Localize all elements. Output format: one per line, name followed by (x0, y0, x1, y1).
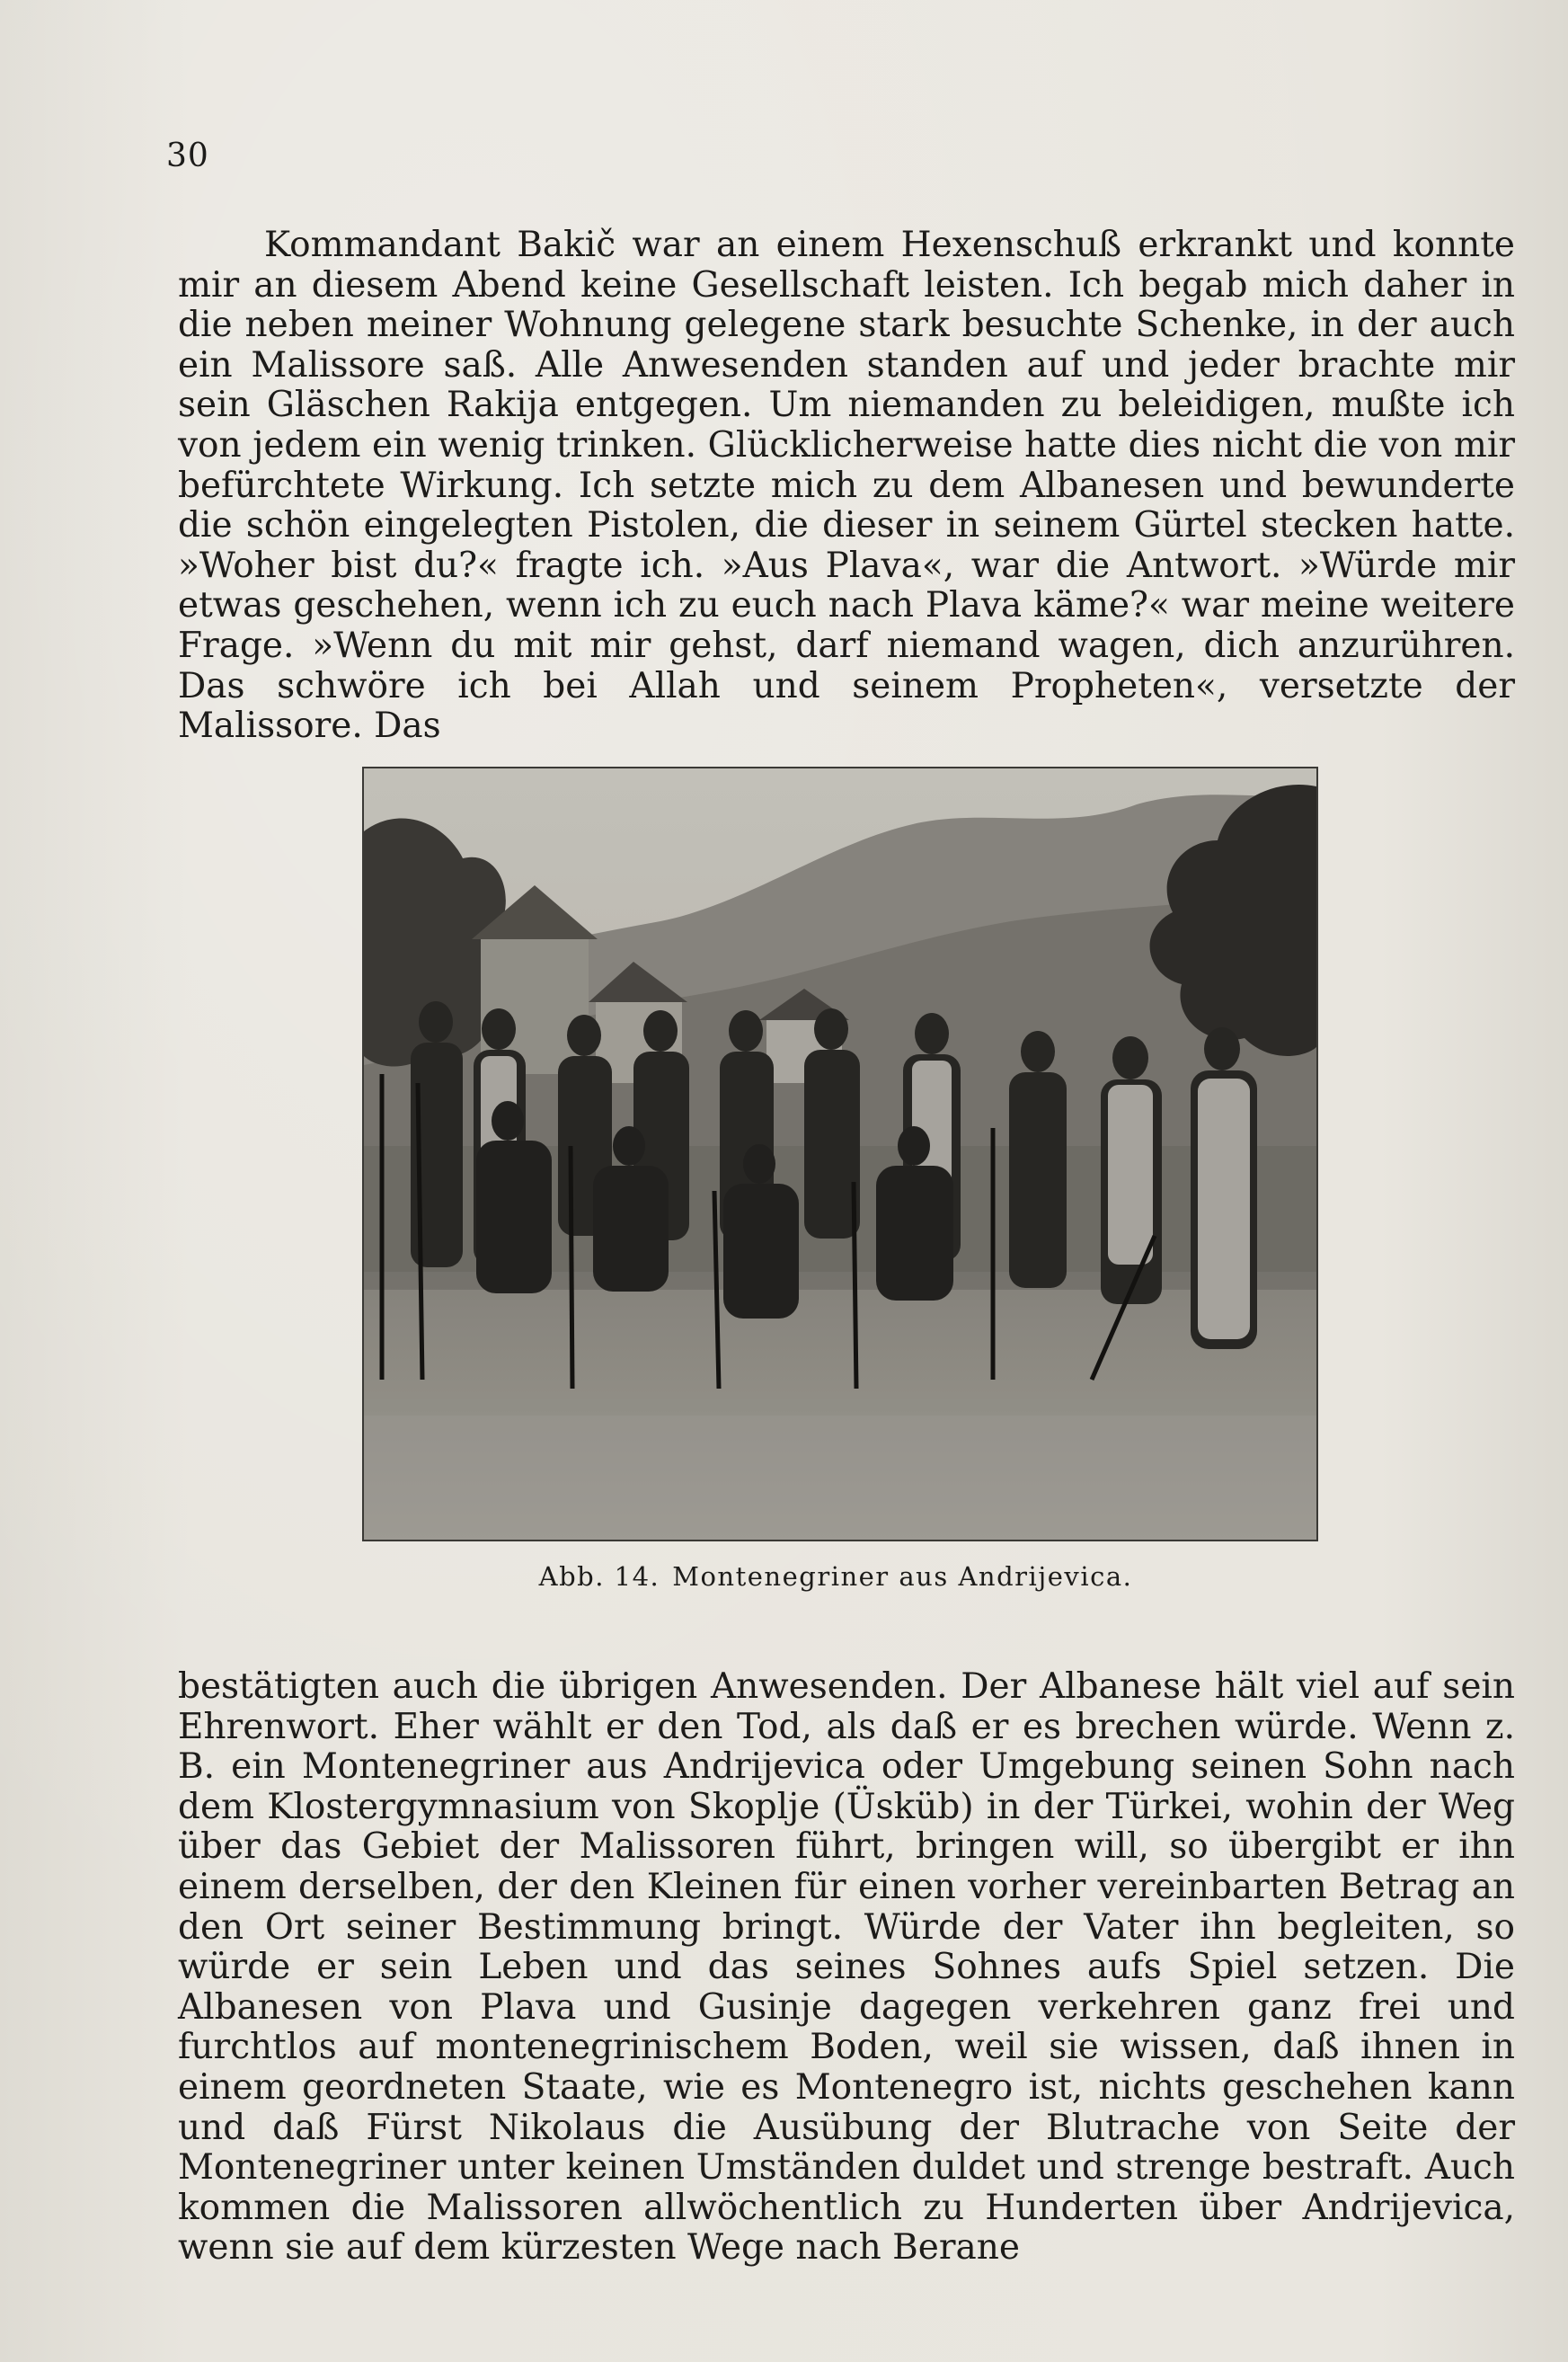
figure-caption-text: Montenegriner aus Andrijevica. (672, 1561, 1133, 1592)
paragraph-bottom: bestätigten auch die übrigen Anwesenden. Der Albanese hält viel auf sein Ehrenwort. Eher wählt er den Tod, als daß er es brechen würde. Wenn z. B. ein Montenegriner aus Andrijevica oder Umgebung seinen Sohn nach dem Klostergymnasium von Skoplje (Üsküb) in der Türkei, wohin der Weg über das Gebiet der Malissoren führt, bringen will, so übergibt er ihn einem derselben, der den Kleinen für einen vorher vereinbarten Betrag an den Ort seiner Bestimmung bringt. Würde der Vater ihn begleiten, so würde er sein Leben und das seines Sohnes aufs Spiel setzen. Die Albanesen von Plava und Gusinje dagegen verkehren ganz frei und furchtlos auf montenegrinischem Boden, weil sie wissen, daß ihnen in einem geordneten Staate, wie es Montenegro ist, nichts geschehen kann und daß Fürst Nikolaus die Ausübung der Blutrache von Seite der Montenegriner unter keinen Umständen duldet und strenge bestraft. Auch kommen die Malissoren allwöchentlich zu Hunderten über Andrijevica, wenn sie auf dem kürzesten Wege nach Berane (178, 1666, 1515, 2269)
figure-label: Abb. 14. (538, 1561, 660, 1592)
group-photo-illustration (364, 768, 1316, 1540)
figure-caption (467, 1561, 1204, 1592)
figure-photo (364, 768, 1316, 1540)
page-number: 30 (166, 138, 209, 174)
text-block-top (178, 226, 1515, 747)
paragraph-top: Kommandant Bakič war an einem Hexenschuß erkrankt und konnte mir an diesem Abend keine Gesellschaft leisten. Ich begab mich daher in die neben meiner Wohnung gelegene stark besuchte Schenke, in der auch ein Malissore saß. Alle Anwesenden standen auf und jeder brachte mir sein Gläschen Rakija entgegen. Um niemanden zu beleidigen, mußte ich von jedem ein wenig trinken. Glücklicherweise hatte dies nicht die von mir befürchtete Wirkung. Ich setzte mich zu dem Albanesen und bewunderte die schön eingelegten Pistolen, die dieser in seinem Gürtel stecken hatte. »Woher bist du?« fragte ich. »Aus Plava«, war die Antwort. »Würde mir etwas geschehen, wenn ich zu euch nach Plava käme?« war meine weitere Frage. »Wenn du mit mir gehst, darf niemand wagen, dich anzurühren. Das schwöre ich bei Allah und seinem Propheten«, versetzte der Malissore. Das (178, 225, 1515, 747)
text-block-bottom (178, 1667, 1515, 2269)
